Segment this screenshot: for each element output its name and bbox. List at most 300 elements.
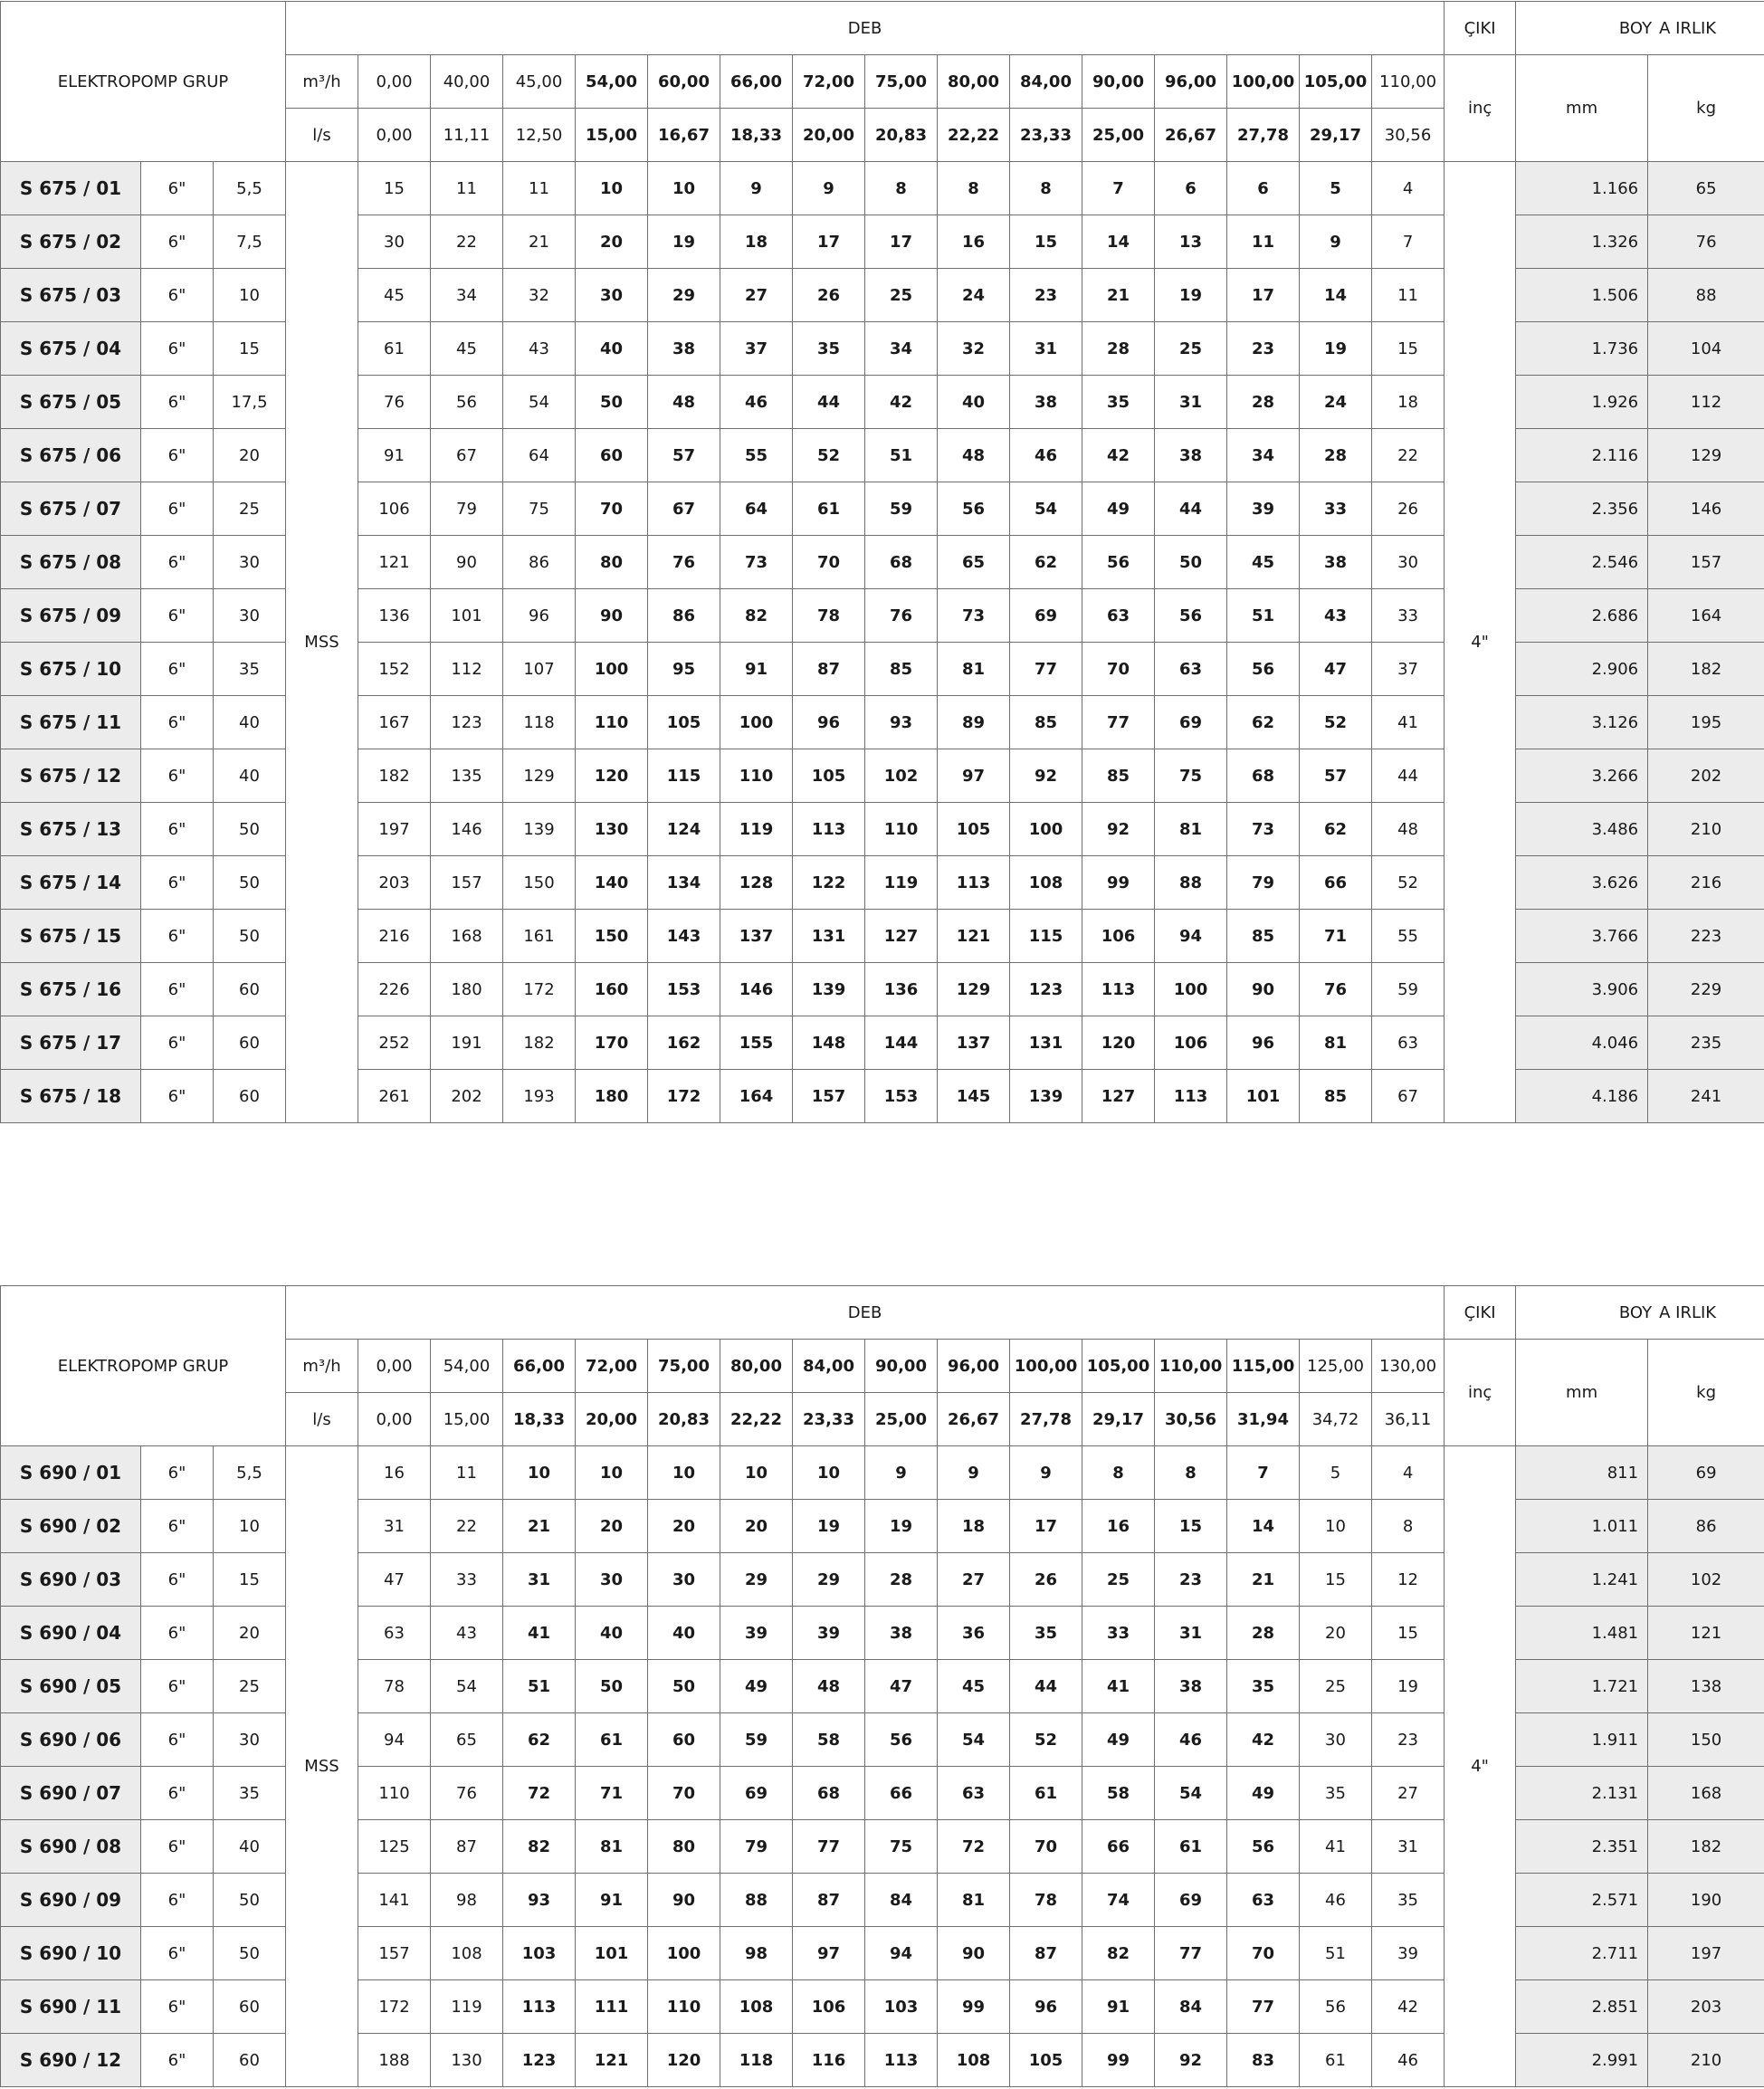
flow-m3h-value: 75,00: [648, 1340, 720, 1393]
head-value: 30: [576, 269, 648, 322]
header-row-deb: [1, 2, 1764, 55]
head-value: 31: [1372, 1820, 1445, 1874]
length-mm: 3.626: [1516, 856, 1648, 910]
head-value: 76: [1300, 963, 1372, 1016]
length-mm: 1.926: [1516, 376, 1648, 429]
head-value: 40: [938, 376, 1010, 429]
motor-hp: 60: [214, 963, 286, 1016]
flow-ls-value: 11,11: [431, 109, 503, 162]
head-value: 52: [1372, 856, 1445, 910]
mm-unit: mm: [1516, 1340, 1648, 1446]
head-value: 56: [1227, 643, 1300, 696]
head-value: 93: [865, 696, 938, 749]
head-value: 35: [1082, 376, 1155, 429]
head-value: 120: [648, 2034, 720, 2087]
m3h-unit: m³/h: [286, 1340, 358, 1393]
motor-hp: 30: [214, 589, 286, 643]
head-value: 45: [431, 322, 503, 376]
head-value: 67: [431, 429, 503, 482]
pump-inch: 6": [141, 696, 214, 749]
head-value: 93: [503, 1874, 576, 1927]
length-mm: 2.906: [1516, 643, 1648, 696]
head-value: 81: [938, 1874, 1010, 1927]
weight-kg: 88: [1648, 269, 1764, 322]
head-value: 68: [865, 536, 938, 589]
weight-kg: 157: [1648, 536, 1764, 589]
head-value: 98: [720, 1927, 793, 1980]
head-value: 15: [1010, 215, 1082, 269]
flow-m3h-value: 90,00: [1082, 55, 1155, 109]
head-value: 73: [1227, 803, 1300, 856]
head-value: 110: [720, 749, 793, 803]
head-value: 125: [358, 1820, 431, 1874]
head-value: 96: [1227, 1016, 1300, 1070]
head-value: 8: [938, 162, 1010, 215]
head-value: 24: [1300, 376, 1372, 429]
head-value: 7: [1372, 215, 1445, 269]
length-mm: 1.241: [1516, 1553, 1648, 1607]
head-value: 202: [431, 1070, 503, 1123]
model-code: S 690 / 10: [1, 1927, 141, 1980]
pump-inch: 6": [141, 215, 214, 269]
head-value: 23: [1372, 1713, 1445, 1767]
head-value: 96: [1010, 1980, 1082, 2034]
weight-kg: 76: [1648, 215, 1764, 269]
head-value: 46: [720, 376, 793, 429]
head-value: 148: [793, 1016, 865, 1070]
head-value: 100: [1010, 803, 1082, 856]
head-value: 74: [1082, 1874, 1155, 1927]
flow-m3h-value: 80,00: [938, 55, 1010, 109]
flow-ls-value: 0,00: [358, 1393, 431, 1446]
motor-hp: 50: [214, 803, 286, 856]
agirlik-label: A IRLIK: [1659, 18, 1717, 38]
head-value: 13: [1155, 215, 1227, 269]
head-value: 5: [1300, 162, 1372, 215]
weight-kg: 104: [1648, 322, 1764, 376]
head-value: 40: [576, 322, 648, 376]
model-code: S 690 / 05: [1, 1660, 141, 1713]
head-value: 34: [865, 322, 938, 376]
outlet-size: 4": [1445, 162, 1516, 1123]
flow-ls-value: 29,17: [1300, 109, 1372, 162]
head-value: 10: [1300, 1500, 1372, 1553]
head-value: 123: [503, 2034, 576, 2087]
head-value: 91: [720, 643, 793, 696]
head-value: 106: [1155, 1016, 1227, 1070]
model-code: S 675 / 01: [1, 162, 141, 215]
head-value: 66: [1300, 856, 1372, 910]
head-value: 82: [1082, 1927, 1155, 1980]
head-value: 42: [1227, 1713, 1300, 1767]
weight-kg: 235: [1648, 1016, 1764, 1070]
head-value: 61: [1155, 1820, 1227, 1874]
head-value: 85: [1300, 1070, 1372, 1123]
model-code: S 675 / 07: [1, 482, 141, 536]
length-mm: 1.481: [1516, 1607, 1648, 1660]
flow-m3h-value: 110,00: [1372, 55, 1445, 109]
head-value: 69: [1010, 589, 1082, 643]
head-value: 21: [1227, 1553, 1300, 1607]
pump-inch: 6": [141, 1446, 214, 1500]
head-value: 58: [793, 1713, 865, 1767]
head-value: 23: [1010, 269, 1082, 322]
head-value: 44: [793, 376, 865, 429]
pump-inch: 6": [141, 1713, 214, 1767]
motor-hp: 60: [214, 1070, 286, 1123]
head-value: 97: [938, 749, 1010, 803]
head-value: 47: [358, 1553, 431, 1607]
head-value: 157: [358, 1927, 431, 1980]
head-value: 99: [938, 1980, 1010, 2034]
head-value: 20: [576, 215, 648, 269]
motor-hp: 5,5: [214, 162, 286, 215]
head-value: 100: [720, 696, 793, 749]
inc-unit: inç: [1445, 55, 1516, 162]
head-value: 56: [938, 482, 1010, 536]
head-value: 19: [1300, 322, 1372, 376]
head-value: 226: [358, 963, 431, 1016]
head-value: 182: [358, 749, 431, 803]
pump-inch: 6": [141, 376, 214, 429]
weight-kg: 223: [1648, 910, 1764, 963]
flow-ls-value: 22,22: [720, 1393, 793, 1446]
head-value: 84: [1155, 1980, 1227, 2034]
head-value: 113: [503, 1980, 576, 2034]
head-value: 50: [1155, 536, 1227, 589]
head-value: 139: [1010, 1070, 1082, 1123]
head-value: 45: [1227, 536, 1300, 589]
head-value: 88: [1155, 856, 1227, 910]
head-value: 145: [938, 1070, 1010, 1123]
length-mm: 1.736: [1516, 322, 1648, 376]
head-value: 31: [503, 1553, 576, 1607]
head-value: 62: [503, 1713, 576, 1767]
head-value: 153: [648, 963, 720, 1016]
length-mm: 2.991: [1516, 2034, 1648, 2087]
length-mm: 1.721: [1516, 1660, 1648, 1713]
head-value: 10: [720, 1446, 793, 1500]
head-value: 94: [1155, 910, 1227, 963]
motor-type: MSS: [286, 1446, 358, 2087]
model-code: S 675 / 04: [1, 322, 141, 376]
head-value: 110: [358, 1767, 431, 1820]
head-value: 38: [865, 1607, 938, 1660]
head-value: 45: [938, 1660, 1010, 1713]
inc-unit: inç: [1445, 1340, 1516, 1446]
head-value: 59: [720, 1713, 793, 1767]
head-value: 64: [503, 429, 576, 482]
head-value: 43: [431, 1607, 503, 1660]
head-value: 136: [865, 963, 938, 1016]
head-value: 9: [1300, 215, 1372, 269]
head-value: 101: [1227, 1070, 1300, 1123]
weight-kg: 121: [1648, 1607, 1764, 1660]
flow-m3h-value: 100,00: [1227, 55, 1300, 109]
head-value: 105: [793, 749, 865, 803]
head-value: 26: [1372, 482, 1445, 536]
pump-inch: 6": [141, 1820, 214, 1874]
head-value: 131: [1010, 1016, 1082, 1070]
flow-m3h-value: 105,00: [1082, 1340, 1155, 1393]
head-value: 47: [1300, 643, 1372, 696]
head-value: 63: [938, 1767, 1010, 1820]
head-value: 102: [865, 749, 938, 803]
head-value: 10: [503, 1446, 576, 1500]
flow-ls-value: 16,67: [648, 109, 720, 162]
head-value: 8: [865, 162, 938, 215]
head-value: 25: [1155, 322, 1227, 376]
head-value: 68: [793, 1767, 865, 1820]
mm-unit: mm: [1516, 55, 1648, 162]
pump-inch: 6": [141, 482, 214, 536]
cikis-header: ÇIKI: [1445, 2, 1516, 55]
head-value: 17: [1227, 269, 1300, 322]
head-value: 122: [793, 856, 865, 910]
head-value: 48: [1372, 803, 1445, 856]
head-value: 39: [793, 1607, 865, 1660]
weight-kg: 202: [1648, 749, 1764, 803]
head-value: 129: [938, 963, 1010, 1016]
head-value: 54: [431, 1660, 503, 1713]
model-code: S 675 / 11: [1, 696, 141, 749]
head-value: 36: [938, 1607, 1010, 1660]
head-value: 61: [358, 322, 431, 376]
head-value: 57: [1300, 749, 1372, 803]
head-value: 22: [431, 1500, 503, 1553]
head-value: 18: [1372, 376, 1445, 429]
flow-m3h-value: 60,00: [648, 55, 720, 109]
flow-ls-value: 26,67: [1155, 109, 1227, 162]
flow-m3h-value: 54,00: [576, 55, 648, 109]
head-value: 79: [431, 482, 503, 536]
head-value: 15: [1372, 322, 1445, 376]
head-value: 67: [1372, 1070, 1445, 1123]
length-mm: 3.266: [1516, 749, 1648, 803]
ls-unit: l/s: [286, 109, 358, 162]
weight-kg: 203: [1648, 1980, 1764, 2034]
head-value: 56: [431, 376, 503, 429]
pump-table-s675: [0, 1, 1764, 1123]
table-row: [1, 1446, 1764, 1500]
head-value: 8: [1010, 162, 1082, 215]
motor-hp: 50: [214, 1927, 286, 1980]
head-value: 10: [576, 162, 648, 215]
head-value: 17: [793, 215, 865, 269]
head-value: 94: [358, 1713, 431, 1767]
head-value: 70: [576, 482, 648, 536]
head-value: 42: [1082, 429, 1155, 482]
head-value: 81: [1300, 1016, 1372, 1070]
pump-inch: 6": [141, 536, 214, 589]
cikis-header: ÇIKI: [1445, 1286, 1516, 1340]
head-value: 107: [503, 643, 576, 696]
head-value: 35: [1227, 1660, 1300, 1713]
head-value: 54: [1155, 1767, 1227, 1820]
model-code: S 675 / 05: [1, 376, 141, 429]
weight-kg: 69: [1648, 1446, 1764, 1500]
head-value: 61: [1010, 1767, 1082, 1820]
head-value: 17: [865, 215, 938, 269]
head-value: 135: [431, 749, 503, 803]
head-value: 55: [1372, 910, 1445, 963]
weight-kg: 86: [1648, 1500, 1764, 1553]
head-value: 103: [503, 1927, 576, 1980]
ls-unit: l/s: [286, 1393, 358, 1446]
flow-m3h-value: 105,00: [1300, 55, 1372, 109]
head-value: 73: [720, 536, 793, 589]
head-value: 54: [1010, 482, 1082, 536]
head-value: 41: [1372, 696, 1445, 749]
head-value: 19: [865, 1500, 938, 1553]
flow-ls-value: 20,83: [865, 109, 938, 162]
head-value: 180: [576, 1070, 648, 1123]
head-value: 140: [576, 856, 648, 910]
head-value: 82: [720, 589, 793, 643]
head-value: 106: [1082, 910, 1155, 963]
head-value: 19: [1372, 1660, 1445, 1713]
head-value: 71: [576, 1767, 648, 1820]
head-value: 11: [1372, 269, 1445, 322]
head-value: 28: [1300, 429, 1372, 482]
flow-ls-value: 27,78: [1010, 1393, 1082, 1446]
head-value: 75: [865, 1820, 938, 1874]
flow-m3h-value: 72,00: [576, 1340, 648, 1393]
head-value: 25: [1082, 1553, 1155, 1607]
head-value: 78: [793, 589, 865, 643]
flow-m3h-value: 45,00: [503, 55, 576, 109]
head-value: 103: [865, 1980, 938, 2034]
head-value: 11: [1227, 215, 1300, 269]
weight-kg: 210: [1648, 803, 1764, 856]
model-code: S 675 / 13: [1, 803, 141, 856]
head-value: 113: [938, 856, 1010, 910]
head-value: 146: [720, 963, 793, 1016]
motor-hp: 35: [214, 643, 286, 696]
head-value: 70: [1082, 643, 1155, 696]
head-value: 139: [503, 803, 576, 856]
head-value: 9: [938, 1446, 1010, 1500]
head-value: 38: [648, 322, 720, 376]
length-mm: 1.506: [1516, 269, 1648, 322]
head-value: 39: [720, 1607, 793, 1660]
head-value: 46: [1372, 2034, 1445, 2087]
pump-inch: 6": [141, 856, 214, 910]
head-value: 43: [1300, 589, 1372, 643]
head-value: 121: [358, 536, 431, 589]
boy-label: BOY: [1618, 1302, 1653, 1322]
head-value: 44: [1372, 749, 1445, 803]
weight-kg: 102: [1648, 1553, 1764, 1607]
head-value: 110: [865, 803, 938, 856]
pump-inch: 6": [141, 749, 214, 803]
length-mm: 2.351: [1516, 1820, 1648, 1874]
flow-ls-value: 23,33: [793, 1393, 865, 1446]
head-value: 63: [358, 1607, 431, 1660]
length-mm: 3.906: [1516, 963, 1648, 1016]
flow-ls-value: 30,56: [1155, 1393, 1227, 1446]
head-value: 48: [648, 376, 720, 429]
model-code: S 690 / 02: [1, 1500, 141, 1553]
head-value: 92: [1155, 2034, 1227, 2087]
model-code: S 675 / 16: [1, 963, 141, 1016]
head-value: 76: [431, 1767, 503, 1820]
head-value: 76: [358, 376, 431, 429]
head-value: 42: [865, 376, 938, 429]
flow-m3h-value: 0,00: [358, 1340, 431, 1393]
head-value: 19: [793, 1500, 865, 1553]
head-value: 40: [576, 1607, 648, 1660]
weight-kg: 182: [1648, 643, 1764, 696]
head-value: 21: [1082, 269, 1155, 322]
head-value: 61: [793, 482, 865, 536]
model-code: S 675 / 15: [1, 910, 141, 963]
head-value: 112: [431, 643, 503, 696]
pump-inch: 6": [141, 1874, 214, 1927]
head-value: 20: [576, 1500, 648, 1553]
model-code: S 690 / 07: [1, 1767, 141, 1820]
outlet-size: 4": [1445, 1446, 1516, 2087]
head-value: 81: [576, 1820, 648, 1874]
head-value: 27: [1372, 1767, 1445, 1820]
head-value: 96: [503, 589, 576, 643]
group-header: ELEKTROPOMP GRUP: [1, 1286, 286, 1446]
head-value: 87: [431, 1820, 503, 1874]
weight-kg: 112: [1648, 376, 1764, 429]
head-value: 81: [938, 643, 1010, 696]
length-mm: 2.356: [1516, 482, 1648, 536]
head-value: 23: [1155, 1553, 1227, 1607]
head-value: 68: [1227, 749, 1300, 803]
head-value: 31: [1155, 1607, 1227, 1660]
head-value: 70: [1227, 1927, 1300, 1980]
head-value: 38: [1155, 1660, 1227, 1713]
head-value: 92: [1010, 749, 1082, 803]
head-value: 15: [1300, 1553, 1372, 1607]
head-value: 9: [720, 162, 793, 215]
head-value: 11: [503, 162, 576, 215]
head-value: 27: [720, 269, 793, 322]
pump-inch: 6": [141, 1980, 214, 2034]
flow-ls-value: 0,00: [358, 109, 431, 162]
weight-kg: 195: [1648, 696, 1764, 749]
head-value: 40: [648, 1607, 720, 1660]
weight-kg: 129: [1648, 429, 1764, 482]
weight-kg: 168: [1648, 1767, 1764, 1820]
head-value: 127: [865, 910, 938, 963]
flow-ls-value: 25,00: [1082, 109, 1155, 162]
length-mm: 2.686: [1516, 589, 1648, 643]
head-value: 118: [720, 2034, 793, 2087]
pump-inch: 6": [141, 1767, 214, 1820]
head-value: 46: [1010, 429, 1082, 482]
pump-inch: 6": [141, 1607, 214, 1660]
head-value: 25: [865, 269, 938, 322]
flow-ls-value: 18,33: [503, 1393, 576, 1446]
m3h-unit: m³/h: [286, 55, 358, 109]
head-value: 120: [1082, 1016, 1155, 1070]
motor-hp: 30: [214, 536, 286, 589]
head-value: 33: [431, 1553, 503, 1607]
motor-hp: 25: [214, 482, 286, 536]
weight-kg: 150: [1648, 1713, 1764, 1767]
head-value: 124: [648, 803, 720, 856]
model-code: S 675 / 02: [1, 215, 141, 269]
head-value: 51: [1227, 589, 1300, 643]
head-value: 160: [576, 963, 648, 1016]
head-value: 70: [648, 1767, 720, 1820]
length-mm: 2.711: [1516, 1927, 1648, 1980]
